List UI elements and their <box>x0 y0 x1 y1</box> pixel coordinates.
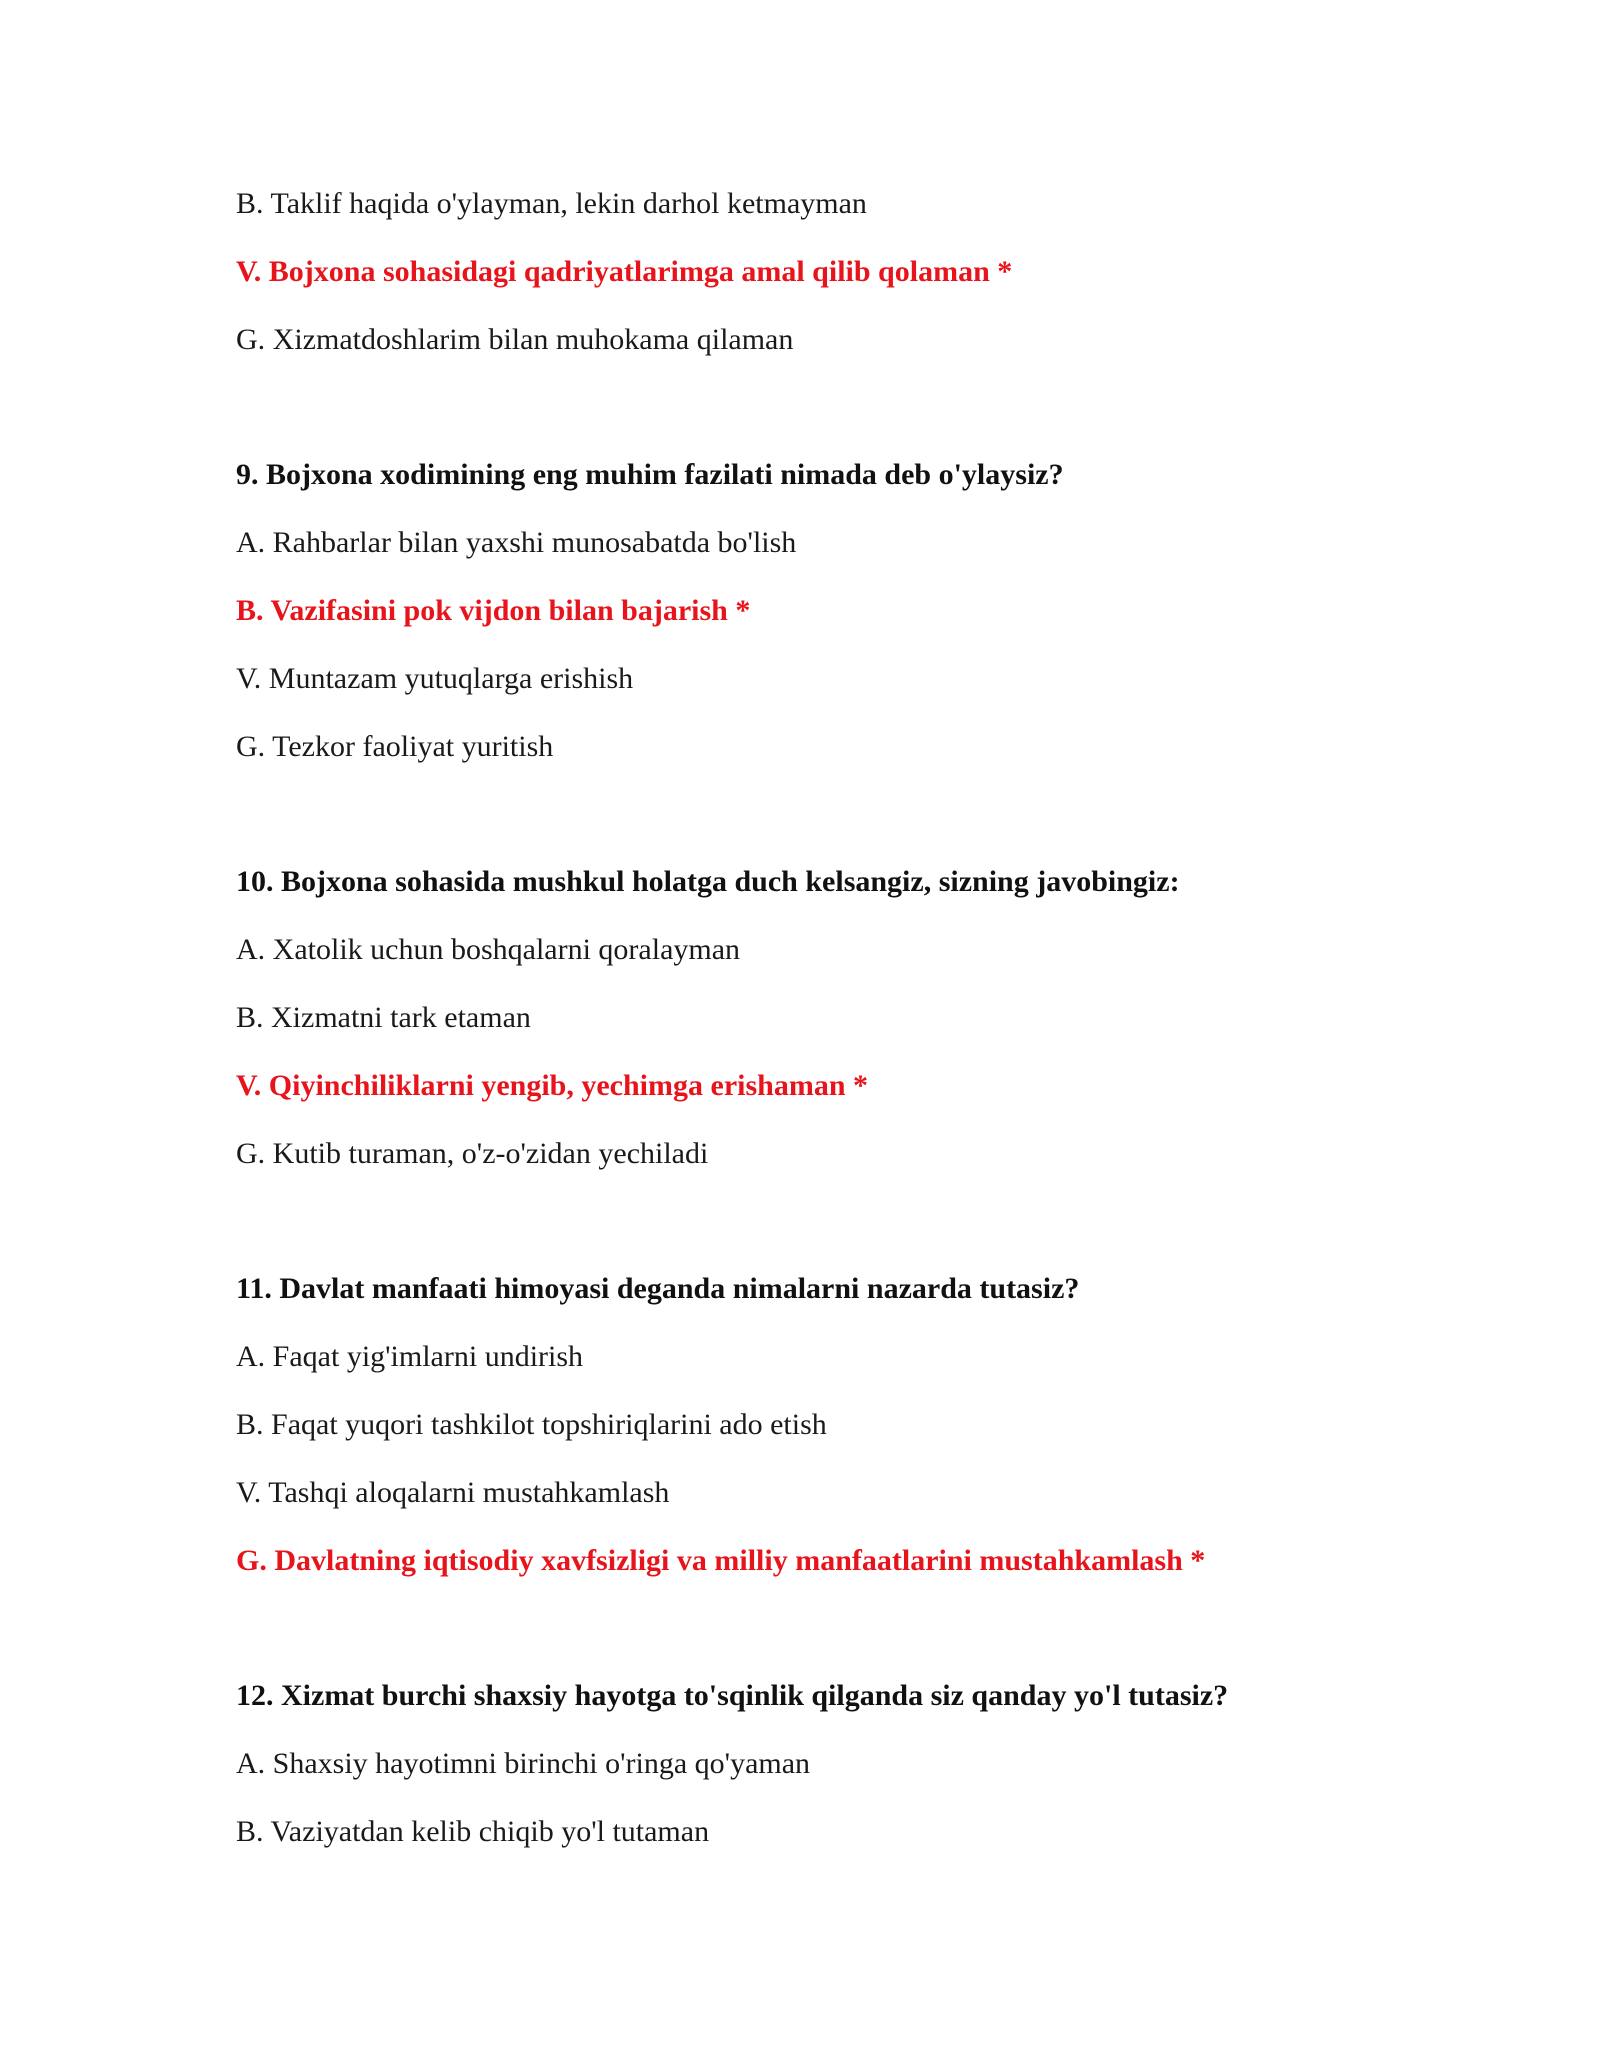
option-v: V. Tashqi aloqalarni mustahkamlash <box>236 1476 670 1509</box>
question-block-10 <box>236 864 1436 1204</box>
option-b: B. Xizmatni tark etaman <box>236 1001 531 1034</box>
spacer <box>236 797 1436 864</box>
option-a: A. Rahbarlar bilan yaxshi munosabatda bo'lish <box>236 526 797 559</box>
question-11-title: 11. Davlat manfaati himoyasi deganda nimalarni nazarda tutasiz? <box>236 1272 1080 1305</box>
option-g: G. Kutib turaman, o'z-o'zidan yechiladi <box>236 1137 709 1170</box>
option-b: B. Taklif haqida o'ylayman, lekin darhol ketmayman <box>236 187 867 220</box>
question-block-12 <box>236 1678 1436 1882</box>
question-9-title: 9. Bojxona xodimining eng muhim fazilati nimada deb o'ylaysiz? <box>236 458 1064 491</box>
option-g: G. Xizmatdoshlarim bilan muhokama qilaman <box>236 323 794 356</box>
correct-option-v: V. Qiyinchiliklarni yengib, yechimga erishaman * <box>236 1069 869 1102</box>
option-a: A. Xatolik uchun boshqalarni qoralayman <box>236 933 741 966</box>
correct-option-v: V. Bojxona sohasidagi qadriyatlarimga amal qilib qolaman * <box>236 255 1013 288</box>
question-block-9 <box>236 457 1436 797</box>
option-v: V. Muntazam yutuqlarga erishish <box>236 662 634 695</box>
spacer <box>236 390 1436 457</box>
question-block-11 <box>236 1271 1436 1611</box>
question-12-title: 12. Xizmat burchi shaxsiy hayotga to'sqinlik qilganda siz qanday yo'l tutasiz? <box>236 1679 1229 1712</box>
option-a: A. Faqat yig'imlarni undirish <box>236 1340 584 1373</box>
quiz-content <box>236 186 1436 1882</box>
option-g: G. Tezkor faoliyat yuritish <box>236 730 554 763</box>
spacer <box>236 1611 1436 1678</box>
option-b: B. Vaziyatdan kelib chiqib yo'l tutaman <box>236 1815 710 1848</box>
correct-option-g: G. Davlatning iqtisodiy xavfsizligi va milliy manfaatlarini mustahkamlash * <box>236 1544 1206 1577</box>
correct-option-b: B. Vazifasini pok vijdon bilan bajarish * <box>236 594 751 627</box>
spacer <box>236 1204 1436 1271</box>
option-b: B. Faqat yuqori tashkilot topshiriqlarini ado etish <box>236 1408 827 1441</box>
option-a: A. Shaxsiy hayotimni birinchi o'ringa qo'yaman <box>236 1747 811 1780</box>
question-10-title: 10. Bojxona sohasida mushkul holatga duch kelsangiz, sizning javobingiz: <box>236 865 1180 898</box>
question-block-8-continued <box>236 186 1436 390</box>
